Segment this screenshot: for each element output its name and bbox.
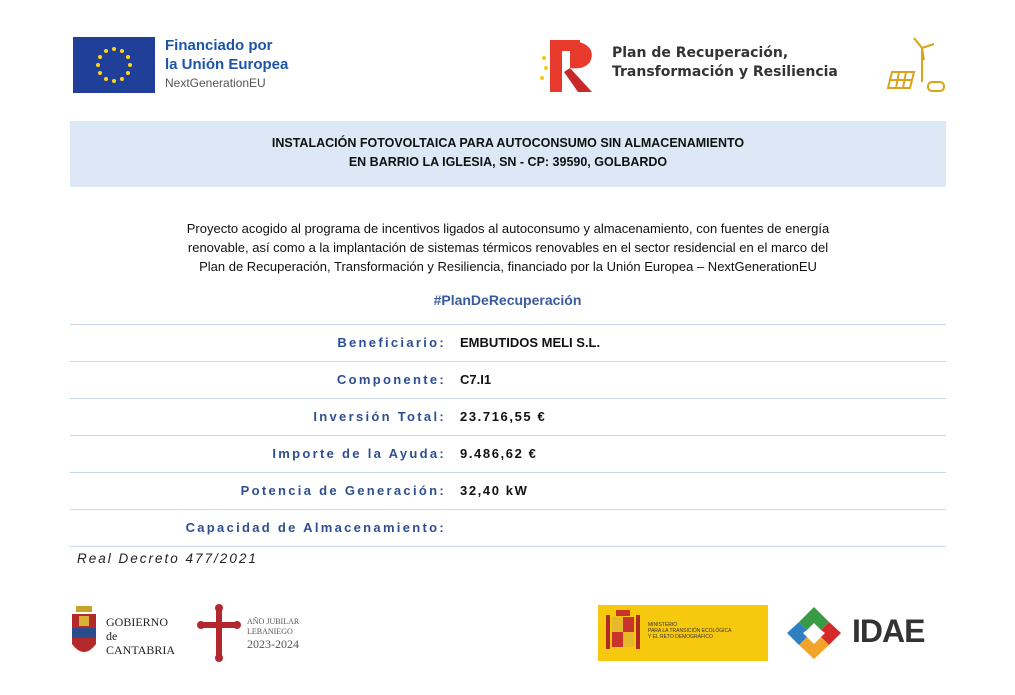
detail-row-ayuda	[70, 435, 946, 472]
eu-funding-line1: Financiado por	[165, 37, 273, 54]
spain-coat-of-arms-icon	[598, 605, 648, 661]
detail-row-beneficiario	[70, 324, 946, 361]
cantabria-line3: CANTABRIA	[106, 643, 176, 657]
detail-value: C7.I1	[460, 372, 492, 387]
decree-text: Real Decreto 477/2021	[77, 551, 258, 566]
hashtag: #PlanDeRecuperación	[433, 292, 582, 308]
idae-diamond-icon	[785, 605, 843, 661]
detail-value: 23.716,55 €	[460, 409, 547, 424]
project-title-band	[70, 121, 946, 187]
detail-label: Importe de la Ayuda:	[272, 446, 446, 461]
ministry-text	[648, 622, 731, 640]
cross-icon	[197, 604, 241, 662]
intro-line3: Plan de Recuperación, Transformación y Resiliencia, financiado por la Unión Europea – NextGenerationEU	[199, 259, 817, 274]
jubilee-line3: 2023-2024	[247, 637, 299, 651]
eu-funding-line2: la Unión Europea	[165, 56, 289, 73]
intro-paragraph	[95, 219, 921, 276]
detail-value: 9.486,62 €	[460, 446, 538, 461]
detail-label: Beneficiario:	[337, 335, 446, 350]
solar-wind-icon	[884, 34, 948, 96]
cantabria-shield-icon	[70, 604, 98, 660]
shield-icon	[70, 604, 98, 660]
jubilee-line1: AÑO JUBILAR	[247, 617, 300, 626]
prtr-r-icon	[540, 38, 602, 94]
idae-wordmark: IDAE	[852, 613, 925, 649]
detail-label: Componente:	[336, 372, 446, 387]
detail-label: Inversión Total:	[313, 409, 446, 424]
solar-panel-icon	[884, 34, 948, 96]
details-table	[70, 324, 946, 547]
detail-row-inversion	[70, 398, 946, 435]
cantabria-line1: GOBIERNO	[106, 615, 168, 629]
eu-funding-text	[165, 36, 288, 92]
intro-line1: Proyecto acogido al programa de incentivos ligados al autoconsumo y almacenamiento, con fuentes de energía	[186, 221, 830, 236]
project-title-line2: EN BARRIO LA IGLESIA, SN - CP: 39590, GOLBARDO	[348, 155, 668, 169]
ministry-line1: MINISTERIO	[648, 622, 678, 628]
detail-value: 32,40 kW	[460, 483, 529, 498]
eu-funding-line3: NextGenerationEU	[165, 76, 266, 90]
jubilee-cross-icon	[197, 604, 241, 662]
detail-label: Capacidad de Almacenamiento:	[185, 520, 446, 535]
intro-line2: renovable, así como a la implantación de sistemas térmicos renovables en el sector residencial en el marco del	[187, 240, 829, 255]
idae-mark-icon	[785, 605, 843, 661]
detail-row-componente	[70, 361, 946, 398]
prtr-text	[612, 44, 838, 82]
cantabria-text	[106, 615, 175, 657]
eu-stars-icon	[73, 37, 155, 93]
cantabria-line2: de	[106, 629, 118, 643]
detail-row-potencia	[70, 472, 946, 509]
prtr-line2: Transformación y Resiliencia	[612, 64, 838, 80]
jubilee-line2: LEBANIEGO	[247, 627, 293, 636]
prtr-logo	[540, 38, 602, 94]
ministry-line3: Y EL RETO DEMOGRÁFICO	[648, 634, 713, 640]
jubilee-text	[247, 617, 299, 651]
prtr-line1: Plan de Recuperación,	[612, 45, 789, 61]
detail-value: EMBUTIDOS MELI S.L.	[460, 335, 601, 350]
detail-label: Potencia de Generación:	[240, 483, 446, 498]
ministry-line2: PARA LA TRANSICIÓN ECOLÓGICA	[648, 628, 732, 634]
eu-flag-logo	[73, 37, 155, 93]
detail-row-almacenamiento	[70, 509, 946, 547]
project-title-line1: INSTALACIÓN FOTOVOLTAICA PARA AUTOCONSUMO SIN ALMACENAMIENTO	[271, 136, 745, 150]
